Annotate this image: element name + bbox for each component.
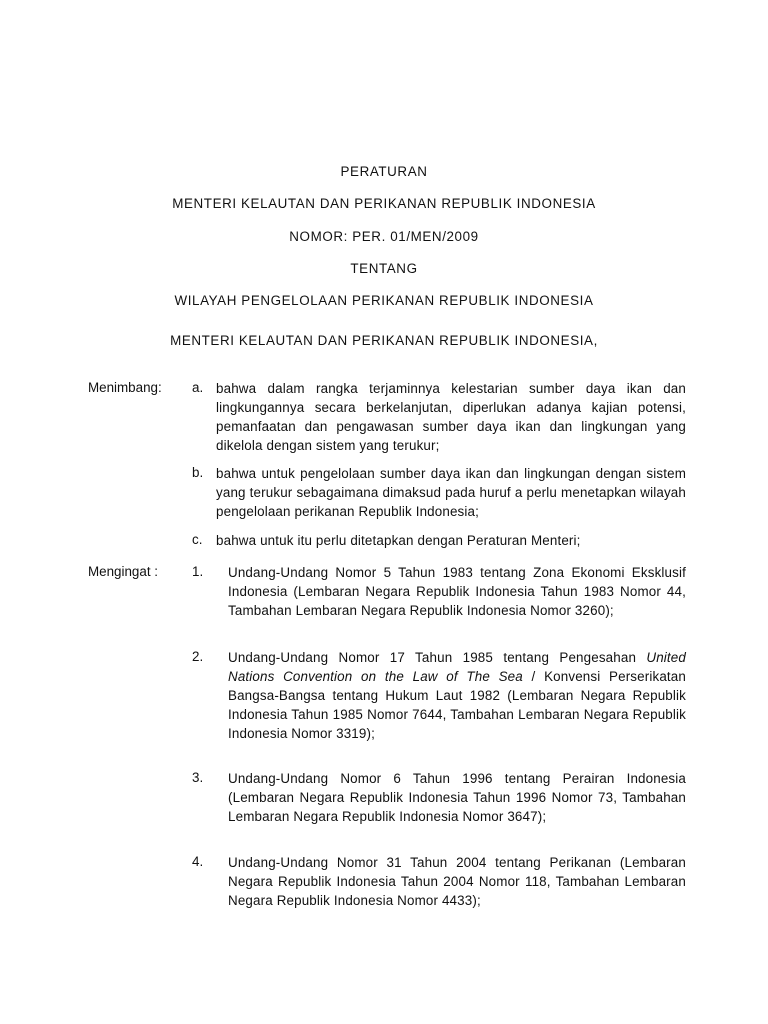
menimbang-label: Menimbang: [88, 380, 162, 395]
item-text-part: Undang-Undang Nomor 17 Tahun 1985 tentang Pengesahan [228, 650, 647, 665]
item-text: bahwa untuk itu perlu ditetapkan dengan Peraturan Menteri; [216, 533, 581, 548]
issuing-authority: MENTERI KELAUTAN DAN PERIKANAN REPUBLIK INDONESIA [172, 196, 596, 211]
item-marker: 1. [192, 564, 204, 579]
item-marker: 3. [192, 770, 204, 785]
item-text: Undang-Undang Nomor 31 Tahun 2004 tentang Perikanan (Lembaran Negara Republik Indonesia Tahun 2004 Nomor 118, Tambahan Lembaran Negara Republik Indonesia Nomor 4433); [228, 855, 686, 908]
item-marker: 2. [192, 649, 204, 664]
regulation-number: NOMOR: PER. 01/MEN/2009 [289, 229, 479, 244]
item-text: Undang-Undang Nomor 5 Tahun 1983 tentang Zona Ekonomi Eksklusif Indonesia (Lembaran Negara Republik Indonesia Tahun 1983 Nomor 44, Tambahan Lembaran Negara Republik Indonesia Nomor 3260); [228, 565, 686, 618]
item-text-part: / Konvensi Perserikatan Bangsa-Bangsa tentang Hukum Laut 1982 (Lembaran Negara Republik Indonesia Tahun 1985 Nomor 7644, Tambahan Lembaran Negara Republik Indonesia Nomor 3319); [228, 669, 686, 741]
regulation-subject: WILAYAH PENGELOLAAN PERIKANAN REPUBLIK INDONESIA [174, 293, 594, 308]
item-marker: c. [192, 532, 203, 547]
about-label: TENTANG [350, 261, 418, 276]
item-text: bahwa untuk pengelolaan sumber daya ikan dan lingkungan dengan sistem yang terukur sebagaimana dimaksud pada huruf a perlu menetapkan wilayah pengelolaan perikanan Republik Indonesia; [216, 466, 686, 519]
minister-heading: MENTERI KELAUTAN DAN PERIKANAN REPUBLIK INDONESIA, [170, 333, 598, 348]
convention-title: United Nations Convention on the Law of The Sea [228, 650, 686, 684]
regulation-title: PERATURAN [340, 164, 428, 179]
mengingat-label: Mengingat : [88, 564, 158, 579]
item-marker: 4. [192, 854, 204, 869]
item-text [228, 648, 686, 743]
item-marker: a. [192, 380, 204, 395]
item-marker: b. [192, 465, 204, 480]
item-text: Undang-Undang Nomor 6 Tahun 1996 tentang Perairan Indonesia (Lembaran Negara Republik Indonesia Tahun 1996 Nomor 73, Tambahan Lembaran Negara Republik Indonesia Nomor 3647); [228, 771, 686, 824]
item-text: bahwa dalam rangka terjaminnya kelestarian sumber daya ikan dan lingkungannya secara berkelanjutan, diperlukan adanya kajian potensi, pemanfaatan dan pengawasan sumber daya ikan dan lingkungan yang dikelola dengan sistem yang terukur; [216, 381, 686, 453]
